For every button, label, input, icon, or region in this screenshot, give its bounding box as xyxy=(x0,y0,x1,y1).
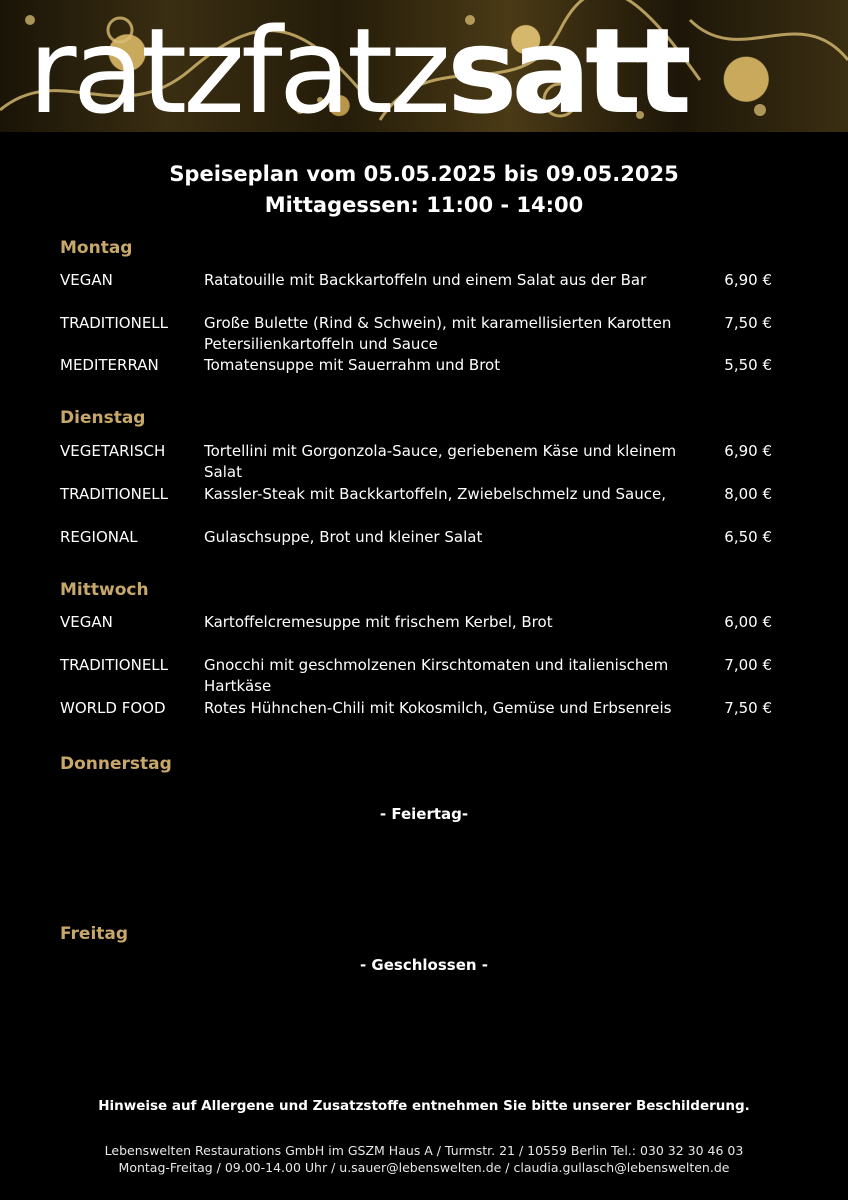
day-heading-donnerstag: Donnerstag xyxy=(60,754,172,774)
menu-dish: Tomatensuppe mit Sauerrahm und Brot xyxy=(204,356,501,374)
menu-dish: Tortellini mit Gorgonzola-Sauce, geriebenem Käse und kleinem Salat xyxy=(204,442,677,481)
menu-category: VEGETARISCH xyxy=(60,442,166,460)
menu-dish: Kartoffelcremesuppe mit frischem Kerbel, Brot xyxy=(204,613,553,631)
menu-price: 5,50 € xyxy=(724,356,772,374)
menu-dish: Gnocchi mit geschmolzenen Kirschtomaten und italienischem Hartkäse xyxy=(204,656,669,695)
logo-part-ratzfatz: ratzfatz xyxy=(28,2,448,132)
menu-price: 8,00 € xyxy=(724,485,772,503)
menu-price: 7,50 € xyxy=(724,314,772,332)
menu-price: 7,50 € xyxy=(724,699,772,717)
logo-part-satt: satt xyxy=(447,2,686,132)
lunch-hours: Mittagessen: 11:00 - 14:00 xyxy=(264,193,584,217)
day-heading-dienstag: Dienstag xyxy=(60,408,146,428)
menu-price: 6,90 € xyxy=(724,442,772,460)
menu-category: TRADITIONELL xyxy=(60,656,169,674)
brand-logo xyxy=(28,2,686,130)
menu-title: Speiseplan vom 05.05.2025 bis 09.05.2025 xyxy=(169,162,679,186)
menu-price: 6,50 € xyxy=(724,528,772,546)
menu-category: VEGAN xyxy=(60,271,113,289)
menu-price: 7,00 € xyxy=(724,656,772,674)
menu-dish: Kassler-Steak mit Backkartoffeln, Zwiebelschmelz und Sauce, xyxy=(204,485,666,503)
menu-dish: Gulaschsuppe, Brot und kleiner Salat xyxy=(204,528,483,546)
footer-address: Lebenswelten Restaurations GmbH im GSZM Haus A / Turmstr. 21 / 10559 Berlin Tel.: 030 32 30 46 03 xyxy=(104,1143,744,1158)
menu-price: 6,90 € xyxy=(724,271,772,289)
closed-notice: - Geschlossen - xyxy=(359,956,489,974)
day-heading-mittwoch: Mittwoch xyxy=(60,580,149,600)
menu-category: TRADITIONELL xyxy=(60,485,169,503)
menu-category: REGIONAL xyxy=(60,528,138,546)
menu-category: WORLD FOOD xyxy=(60,699,166,717)
menu-category: VEGAN xyxy=(60,613,113,631)
header-banner xyxy=(0,0,848,132)
day-heading-freitag: Freitag xyxy=(60,924,129,944)
menu-dish: Große Bulette (Rind & Schwein), mit karamellisierten Karotten Petersilienkartoffeln und Sauce xyxy=(204,314,672,353)
menu-category: MEDITERRAN xyxy=(60,356,159,374)
menu-dish: Ratatouille mit Backkartoffeln und einem Salat aus der Bar xyxy=(204,271,647,289)
allergen-hint: Hinweise auf Allergene und Zusatzstoffe entnehmen Sie bitte unserer Beschilderung. xyxy=(98,1098,750,1114)
footer-contact: Montag-Freitag / 09.00-14.00 Uhr / u.sauer@lebenswelten.de / claudia.gullasch@lebenswelten.de xyxy=(118,1160,730,1175)
day-heading-montag: Montag xyxy=(60,238,133,258)
menu-dish: Rotes Hühnchen-Chili mit Kokosmilch, Gemüse und Erbsenreis xyxy=(204,699,672,717)
holiday-notice: - Feiertag- xyxy=(379,805,469,823)
menu-price: 6,00 € xyxy=(724,613,772,631)
menu-category: TRADITIONELL xyxy=(60,314,169,332)
